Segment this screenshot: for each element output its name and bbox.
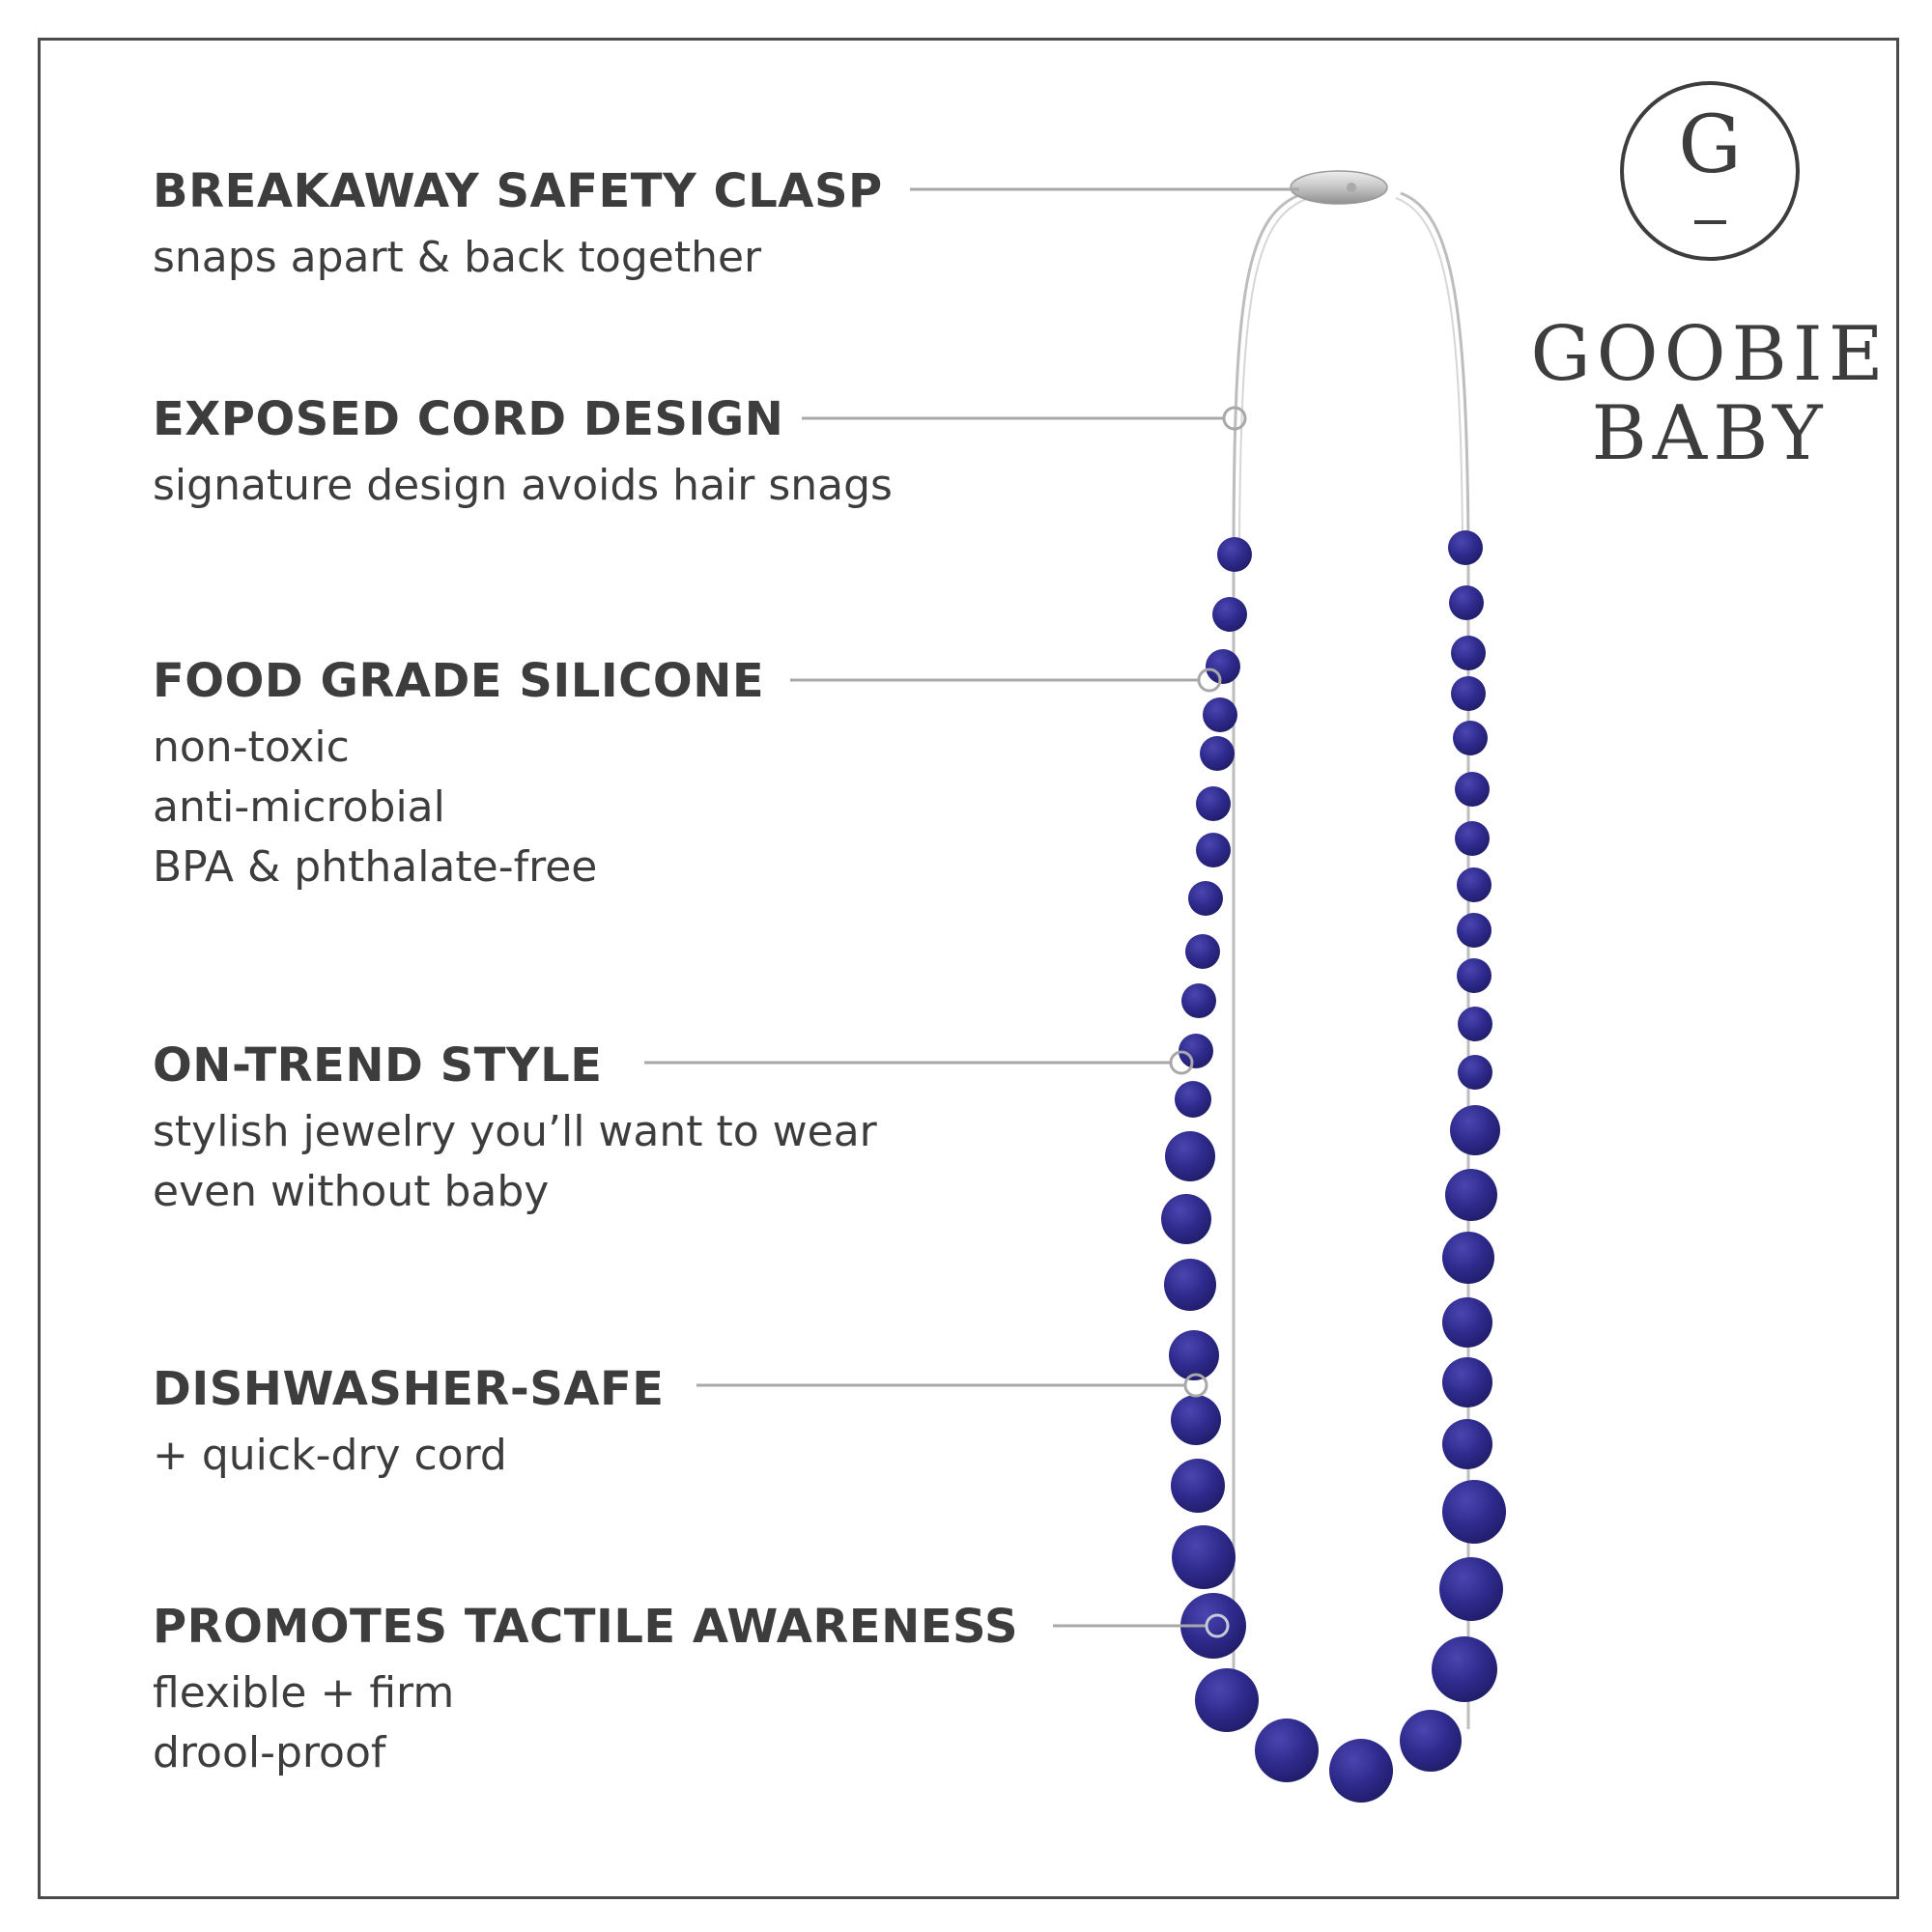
bead: [1171, 1459, 1225, 1513]
feature-title: PROMOTES TACTILE AWARENESS: [153, 1600, 1019, 1654]
bead: [1188, 881, 1223, 916]
bead: [1455, 772, 1490, 807]
bead: [1171, 1395, 1221, 1445]
logo-letter: G: [1678, 99, 1742, 191]
bead: [1439, 1557, 1503, 1621]
bead: [1450, 1105, 1500, 1155]
bead: [1448, 530, 1483, 565]
feature-line: flexible + firm: [153, 1668, 455, 1718]
feature-line: signature design avoids hair snags: [153, 461, 893, 510]
bead: [1458, 1007, 1492, 1041]
bead: [1451, 676, 1486, 711]
bead: [1185, 934, 1220, 969]
brand-name-line2: BABY: [1591, 390, 1829, 477]
bead: [1442, 1419, 1492, 1469]
bead: [1457, 958, 1492, 993]
bead: [1165, 1131, 1215, 1181]
bead: [1175, 1081, 1211, 1118]
bead: [1451, 636, 1486, 670]
bead: [1196, 833, 1231, 867]
bead: [1169, 1330, 1219, 1380]
bead: [1164, 1259, 1216, 1311]
feature-line: non-toxic: [153, 723, 350, 772]
feature-title: EXPOSED CORD DESIGN: [153, 392, 784, 446]
feature-line: anti-microbial: [153, 782, 445, 832]
bead: [1217, 537, 1252, 572]
bead: [1206, 649, 1240, 684]
bead: [1400, 1710, 1462, 1772]
feature-title: BREAKAWAY SAFETY CLASP: [153, 164, 883, 218]
logo-underline: [1694, 220, 1726, 224]
bead: [1161, 1194, 1211, 1244]
feature-title: FOOD GRADE SILICONE: [153, 654, 765, 708]
bead: [1442, 1297, 1492, 1348]
logo-monogram: [1620, 81, 1800, 261]
feature-line: drool-proof: [153, 1728, 386, 1777]
bead: [1457, 867, 1492, 902]
feature-line: BPA & phthalate-free: [153, 842, 598, 892]
bead: [1442, 1232, 1494, 1284]
bead: [1442, 1480, 1506, 1544]
bead: [1172, 1525, 1236, 1589]
feature-title: ON-TREND STYLE: [153, 1038, 603, 1093]
bead: [1200, 736, 1235, 771]
silicone-beads: [1161, 530, 1506, 1803]
feature-line: even without baby: [153, 1167, 550, 1216]
brand-logo: [1526, 81, 1893, 477]
bead: [1445, 1169, 1497, 1221]
bead: [1457, 913, 1492, 948]
bead: [1203, 697, 1237, 732]
bead: [1181, 983, 1216, 1018]
bead: [1453, 721, 1488, 755]
bead: [1329, 1739, 1393, 1803]
bead: [1449, 585, 1484, 620]
feature-title: DISHWASHER-SAFE: [153, 1362, 665, 1416]
bead: [1196, 786, 1231, 821]
feature-line: snaps apart & back together: [153, 233, 762, 282]
breakaway-clasp: [1291, 171, 1387, 204]
necklace-cord: [1234, 193, 1468, 1729]
bead: [1195, 1668, 1259, 1732]
bead: [1255, 1719, 1319, 1782]
feature-line: stylish jewelry you’ll want to wear: [153, 1107, 877, 1156]
feature-line: + quick-dry cord: [153, 1431, 507, 1480]
bead: [1442, 1357, 1492, 1407]
bead: [1212, 597, 1247, 632]
brand-name-line1: GOOBIE: [1530, 311, 1889, 398]
bead: [1455, 821, 1490, 856]
bead: [1458, 1055, 1492, 1090]
bead: [1432, 1636, 1497, 1702]
